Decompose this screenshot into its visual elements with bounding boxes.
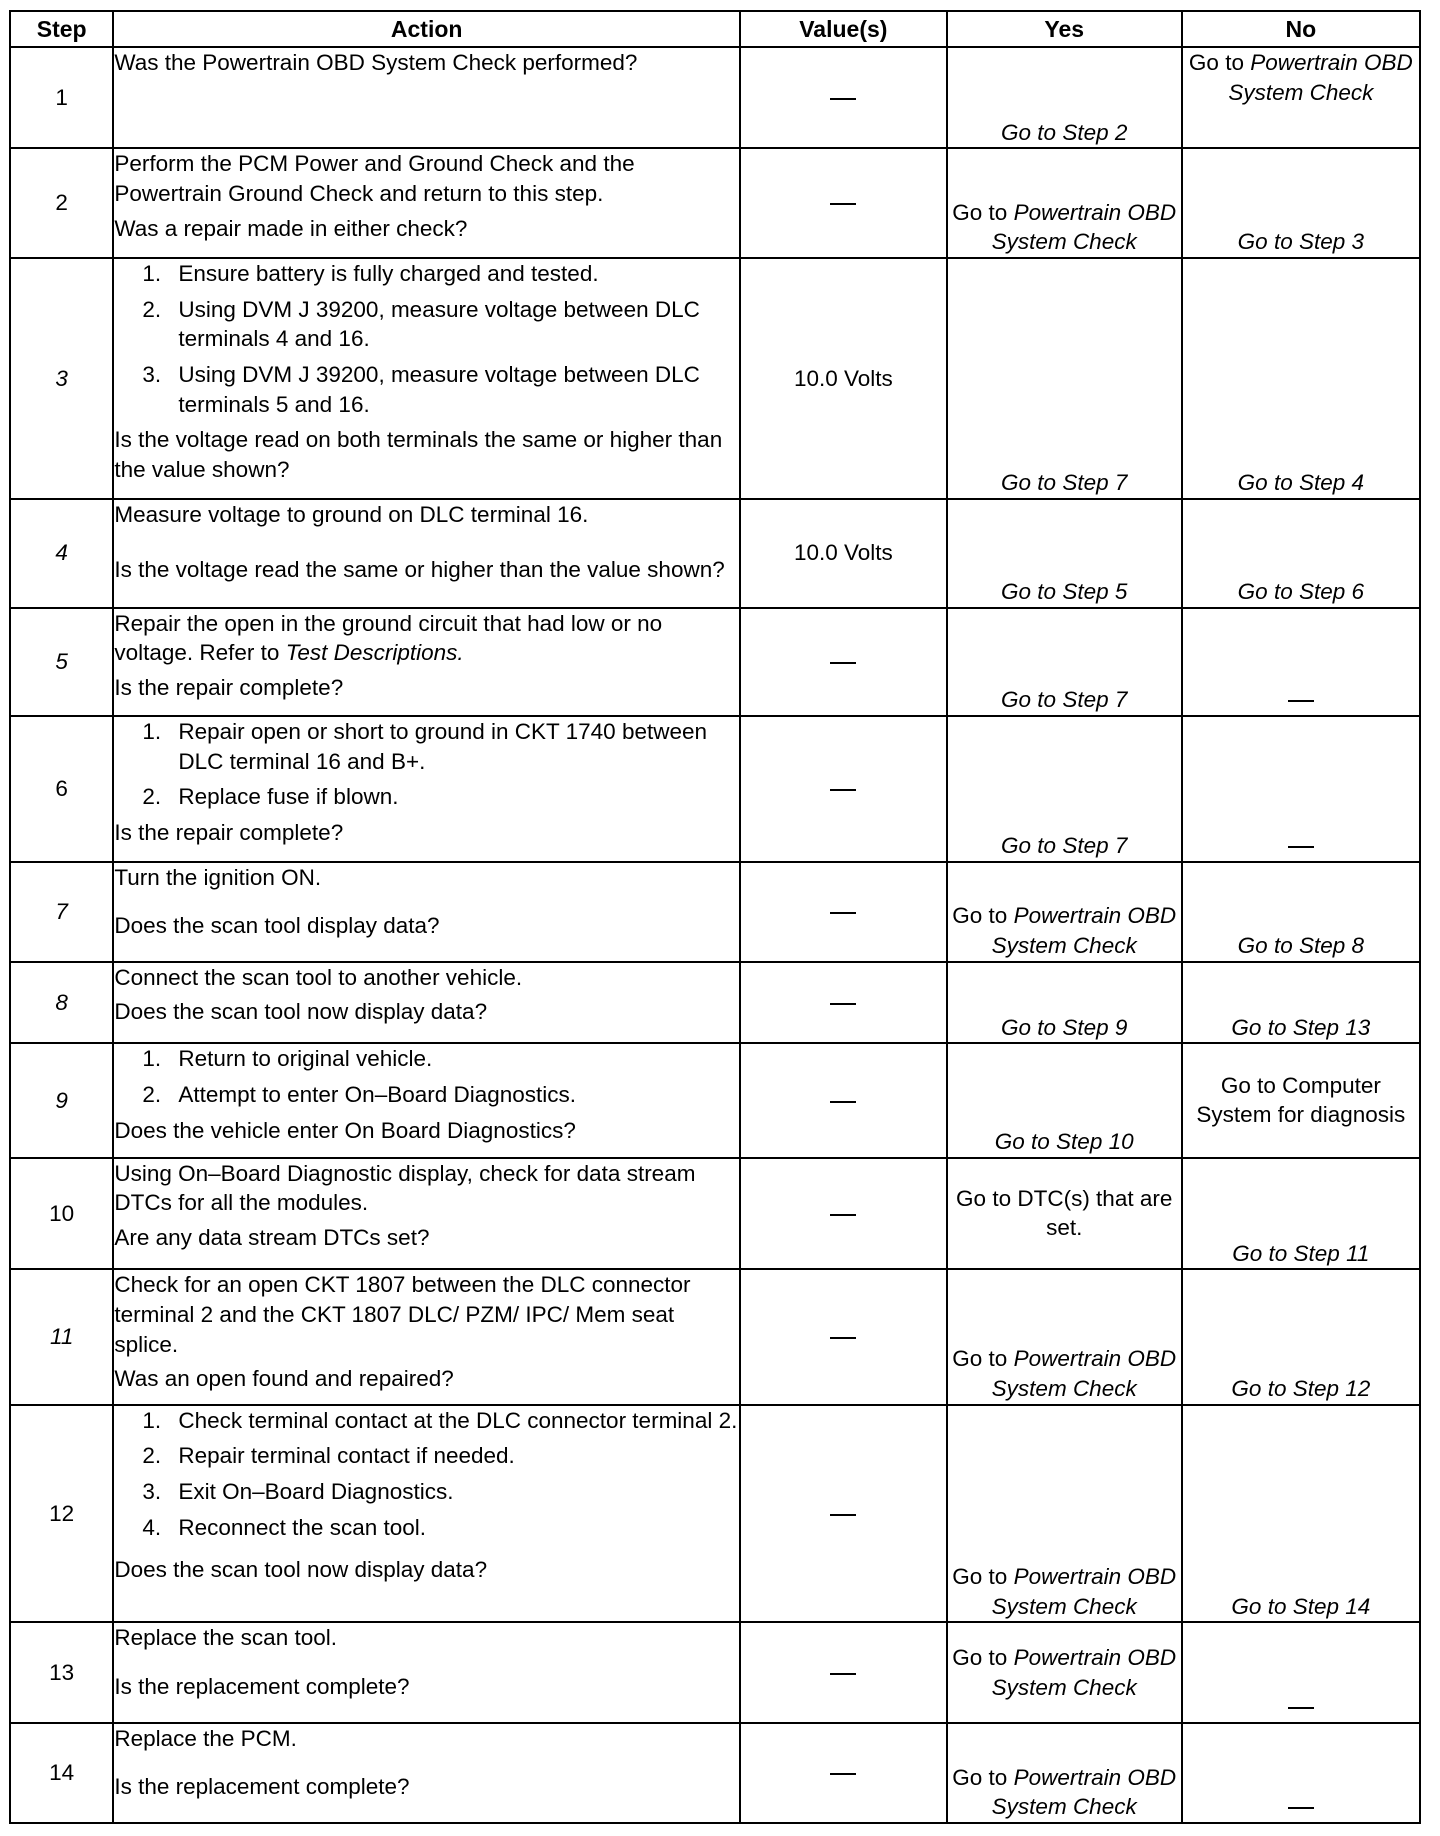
instruction-text: Exit On–Board Diagnostics. (178, 1478, 454, 1504)
no-cell (1182, 148, 1420, 258)
text-run: Go to Step 4 (1237, 470, 1365, 496)
table-row (10, 1043, 1420, 1157)
instruction-text: Using DVM J 39200, measure voltage between DLC terminals 5 and 16. (178, 361, 700, 417)
yes-cell (947, 862, 1182, 962)
action-body (114, 1270, 739, 1364)
action-question: Is the repair complete? (114, 819, 344, 845)
text-run: Go to (952, 199, 1014, 225)
value-cell (740, 47, 947, 148)
step-number: 9 (10, 1043, 113, 1157)
no-cell (1182, 962, 1420, 1044)
yes-cell (947, 1723, 1182, 1823)
header-no: No (1182, 11, 1420, 47)
text-run: Powertrain OBD System Check (991, 1346, 1177, 1401)
yes-cell (947, 47, 1182, 148)
action-content (114, 1159, 739, 1250)
numbered-instruction (114, 360, 739, 419)
action-cell (113, 1269, 740, 1404)
numbered-instruction (114, 1080, 739, 1110)
numbered-instruction (114, 782, 739, 812)
text-run: Go to Computer System for diagnosis (1196, 1072, 1406, 1128)
text-run: Go to Step 6 (1237, 578, 1365, 604)
action-body (114, 500, 739, 535)
action-text: Turn the ignition ON. (114, 864, 322, 890)
diagnostic-table (9, 10, 1421, 1824)
yes-cell (947, 1622, 1182, 1722)
table-row (10, 608, 1420, 716)
text-run: Powertrain OBD System Check (991, 199, 1177, 255)
table-row (10, 258, 1420, 499)
header-values: Value(s) (740, 11, 947, 47)
action-content (114, 717, 739, 845)
action-cell (113, 1723, 740, 1823)
action-content (114, 963, 739, 1025)
instruction-number: 2. (142, 1443, 162, 1469)
table-row (10, 148, 1420, 258)
instruction-number: 1. (142, 260, 162, 286)
yes-cell (947, 499, 1182, 607)
text-run: Go to DTC(s) that are set. (956, 1185, 1173, 1241)
action-content (114, 1270, 739, 1392)
text-run: Go to Step 9 (1001, 1014, 1128, 1040)
action-text: Perform the PCM Power and Ground Check and the Powertrain Ground Check and return to this step. (114, 151, 635, 207)
action-text: Replace the PCM. (114, 1725, 297, 1751)
table-row (10, 1158, 1420, 1270)
instruction-text: Using DVM J 39200, measure voltage between DLC terminals 4 and 16. (178, 296, 700, 352)
instruction-number: 1. (142, 1046, 162, 1072)
no-cell (1182, 1043, 1420, 1157)
instruction-number: 1. (142, 718, 162, 744)
action-body (114, 48, 739, 83)
dash-mark (1288, 846, 1314, 848)
action-body (114, 259, 739, 425)
text-run: Go to Step 14 (1231, 1593, 1371, 1619)
step-number: 5 (10, 608, 113, 716)
instruction-number: 3. (142, 1478, 162, 1504)
action-content (114, 259, 739, 483)
action-question: Is the replacement complete? (114, 1773, 410, 1799)
text-run: Go to Step 10 (994, 1128, 1134, 1154)
instruction-text: Attempt to enter On–Board Diagnostics. (178, 1082, 577, 1107)
action-question: Does the scan tool now display data? (114, 999, 488, 1025)
dash-mark (1288, 700, 1314, 702)
numbered-instruction (114, 1406, 739, 1436)
action-question: Is the voltage read on both terminals the same or higher than the value shown? (114, 427, 723, 483)
instruction-number: 3. (142, 361, 162, 387)
action-cell (113, 47, 740, 148)
yes-cell (947, 1158, 1182, 1270)
action-question: Is the repair complete? (114, 674, 344, 700)
yes-cell (947, 1405, 1182, 1623)
table-row (10, 499, 1420, 607)
no-cell (1182, 1622, 1420, 1722)
header-row (10, 11, 1420, 47)
action-body (114, 149, 739, 213)
text-run: Go to Step 11 (1232, 1240, 1370, 1266)
table-row (10, 1269, 1420, 1404)
action-cell (113, 1622, 740, 1722)
text-run: Go to Step 7 (1001, 687, 1128, 713)
header-action: Action (113, 11, 740, 47)
header-yes: Yes (947, 11, 1182, 47)
step-number: 4 (10, 499, 113, 607)
table-row (10, 862, 1420, 962)
text-run: Test Descriptions. (285, 640, 464, 666)
no-cell (1182, 47, 1420, 148)
action-body (114, 609, 739, 673)
yes-cell (947, 148, 1182, 258)
action-cell (113, 148, 740, 258)
text-run: Go to (952, 1564, 1014, 1590)
instruction-number: 2. (142, 1082, 162, 1107)
action-content (114, 1623, 739, 1701)
no-cell (1182, 499, 1420, 607)
no-cell (1182, 862, 1420, 962)
value-cell (740, 962, 947, 1044)
action-body (114, 1044, 739, 1115)
dash-mark (830, 1673, 856, 1675)
action-question: Is the voltage read the same or higher than the value shown? (114, 557, 725, 583)
action-cell (113, 608, 740, 716)
dash-mark (830, 662, 856, 664)
table-row (10, 1622, 1420, 1722)
text-run: Powertrain OBD System Check (991, 903, 1177, 959)
yes-cell (947, 608, 1182, 716)
no-cell (1182, 716, 1420, 862)
action-content (114, 500, 739, 585)
action-cell (113, 258, 740, 499)
step-number: 8 (10, 962, 113, 1044)
action-text: Measure voltage to ground on DLC terminal 16. (114, 502, 589, 528)
dash-mark (830, 1214, 856, 1216)
action-text: Connect the scan tool to another vehicle. (114, 964, 523, 990)
action-content (114, 48, 739, 127)
action-question: Are any data stream DTCs set? (114, 1224, 430, 1250)
dash-mark (830, 98, 856, 100)
action-content (114, 1044, 739, 1143)
text-run: Go to Step 2 (1001, 119, 1128, 145)
dash-mark (1288, 1807, 1314, 1809)
text-run: Go to (952, 903, 1014, 929)
step-number: 11 (10, 1269, 113, 1404)
action-cell (113, 1043, 740, 1157)
text-run: Powertrain OBD System Check (991, 1644, 1177, 1700)
dash-mark (830, 1337, 856, 1339)
step-number: 14 (10, 1723, 113, 1823)
value-cell (740, 1723, 947, 1823)
table-row (10, 1405, 1420, 1623)
text-run: Powertrain OBD System Check (991, 1764, 1177, 1820)
action-body (114, 863, 739, 898)
text-run: Go to Step 5 (1001, 578, 1128, 604)
step-number: 10 (10, 1158, 113, 1270)
no-cell (1182, 1158, 1420, 1270)
no-cell (1182, 1723, 1420, 1823)
value-cell (740, 499, 947, 607)
action-cell (113, 962, 740, 1044)
action-text: Using On–Board Diagnostic display, check for data stream DTCs for all the modules. (114, 1160, 696, 1216)
text-run: Go to (952, 1764, 1014, 1790)
numbered-instruction (114, 295, 739, 354)
action-content (114, 149, 739, 241)
instruction-text: Return to original vehicle. (178, 1046, 433, 1072)
instruction-text: Replace fuse if blown. (178, 784, 399, 810)
action-cell (113, 1405, 740, 1623)
value-cell (740, 1043, 947, 1157)
no-cell (1182, 1269, 1420, 1404)
yes-cell (947, 1043, 1182, 1157)
instruction-text: Repair terminal contact if needed. (178, 1443, 515, 1469)
no-cell (1182, 608, 1420, 716)
instruction-number: 4. (142, 1514, 162, 1540)
value-text: 10.0 Volts (793, 540, 893, 566)
action-question: Does the vehicle enter On Board Diagnostics? (114, 1117, 576, 1143)
text-run: Go to Step 12 (1231, 1375, 1371, 1401)
dash-mark (830, 203, 856, 205)
action-content (114, 609, 739, 700)
text-run: Go to Step 8 (1237, 933, 1365, 959)
text-run: Repair the open in the ground circuit that had low or no voltage. Refer to (114, 610, 663, 666)
action-body (114, 1406, 739, 1549)
yes-cell (947, 1269, 1182, 1404)
text-run: Powertrain OBD System Check (991, 1564, 1177, 1619)
table-row (10, 47, 1420, 148)
header-step: Step (10, 11, 113, 47)
numbered-instruction (114, 1513, 739, 1543)
text-run: Go to Step 13 (1231, 1014, 1371, 1040)
numbered-instruction (114, 259, 739, 289)
instruction-text: Ensure battery is fully charged and tested. (178, 260, 599, 286)
action-content (114, 1406, 739, 1585)
action-question: Does the scan tool display data? (114, 912, 440, 938)
dash-mark (830, 1003, 856, 1005)
value-cell (740, 716, 947, 862)
action-content (114, 863, 739, 941)
yes-cell (947, 962, 1182, 1044)
numbered-instruction (114, 1044, 739, 1074)
instruction-number: 2. (142, 784, 162, 810)
action-question: Does the scan tool now display data? (114, 1556, 488, 1582)
text-run: Go to Step 7 (1001, 470, 1128, 496)
step-number: 1 (10, 47, 113, 148)
no-cell (1182, 258, 1420, 499)
table-row (10, 716, 1420, 862)
value-cell (740, 148, 947, 258)
action-body (114, 1159, 739, 1223)
action-text (114, 609, 739, 668)
dash-mark (830, 912, 856, 914)
value-cell (740, 258, 947, 499)
step-number: 13 (10, 1622, 113, 1722)
action-cell (113, 499, 740, 607)
action-question: Was an open found and repaired? (114, 1366, 454, 1392)
action-body (114, 1623, 739, 1658)
value-cell (740, 862, 947, 962)
dash-mark (830, 1773, 856, 1775)
text-run: Go to (1188, 50, 1251, 75)
instruction-text: Reconnect the scan tool. (178, 1514, 426, 1540)
step-number: 2 (10, 148, 113, 258)
text-run: Go to (952, 1644, 1014, 1670)
numbered-instruction (114, 1477, 739, 1507)
value-cell (740, 1269, 947, 1404)
instruction-number: 1. (142, 1407, 162, 1433)
instruction-text: Check terminal contact at the DLC connector terminal 2. (178, 1407, 738, 1433)
text-run: Go to Step 3 (1237, 229, 1365, 255)
table-row (10, 962, 1420, 1044)
dash-mark (830, 789, 856, 791)
instruction-number: 2. (142, 296, 162, 322)
value-cell (740, 608, 947, 716)
action-cell (113, 862, 740, 962)
value-cell (740, 1622, 947, 1722)
step-number: 12 (10, 1405, 113, 1623)
table-row (10, 1723, 1420, 1823)
action-body (114, 717, 739, 818)
dash-mark (830, 1101, 856, 1103)
step-number: 7 (10, 862, 113, 962)
action-text: Replace the scan tool. (114, 1625, 337, 1651)
text-run: Go to (952, 1346, 1014, 1372)
value-cell (740, 1158, 947, 1270)
action-cell (113, 1158, 740, 1270)
value-text: 10.0 Volts (793, 365, 893, 391)
numbered-instruction (114, 717, 739, 776)
dash-mark (1288, 1707, 1314, 1709)
step-number: 3 (10, 258, 113, 499)
action-text: Was the Powertrain OBD System Check performed? (114, 50, 638, 75)
no-cell (1182, 1405, 1420, 1623)
action-question: Was a repair made in either check? (114, 215, 468, 241)
action-body (114, 1724, 739, 1759)
action-text: Check for an open CKT 1807 between the DLC connector terminal 2 and the CKT 1807 DLC/ PZM/ IPC/ Mem seat splice. (114, 1272, 691, 1357)
action-question: Is the replacement complete? (114, 1673, 410, 1699)
value-cell (740, 1405, 947, 1623)
text-run: Powertrain OBD System Check (1228, 50, 1413, 105)
step-number: 6 (10, 716, 113, 862)
instruction-text: Repair open or short to ground in CKT 1740 between DLC terminal 16 and B+. (178, 718, 708, 774)
action-content (114, 1724, 739, 1802)
yes-cell (947, 258, 1182, 499)
table-body (10, 47, 1420, 1823)
numbered-instruction (114, 1441, 739, 1471)
yes-cell (947, 716, 1182, 862)
action-cell (113, 716, 740, 862)
action-body (114, 963, 739, 998)
text-run: Go to Step 7 (1001, 832, 1128, 858)
dash-mark (830, 1514, 856, 1516)
